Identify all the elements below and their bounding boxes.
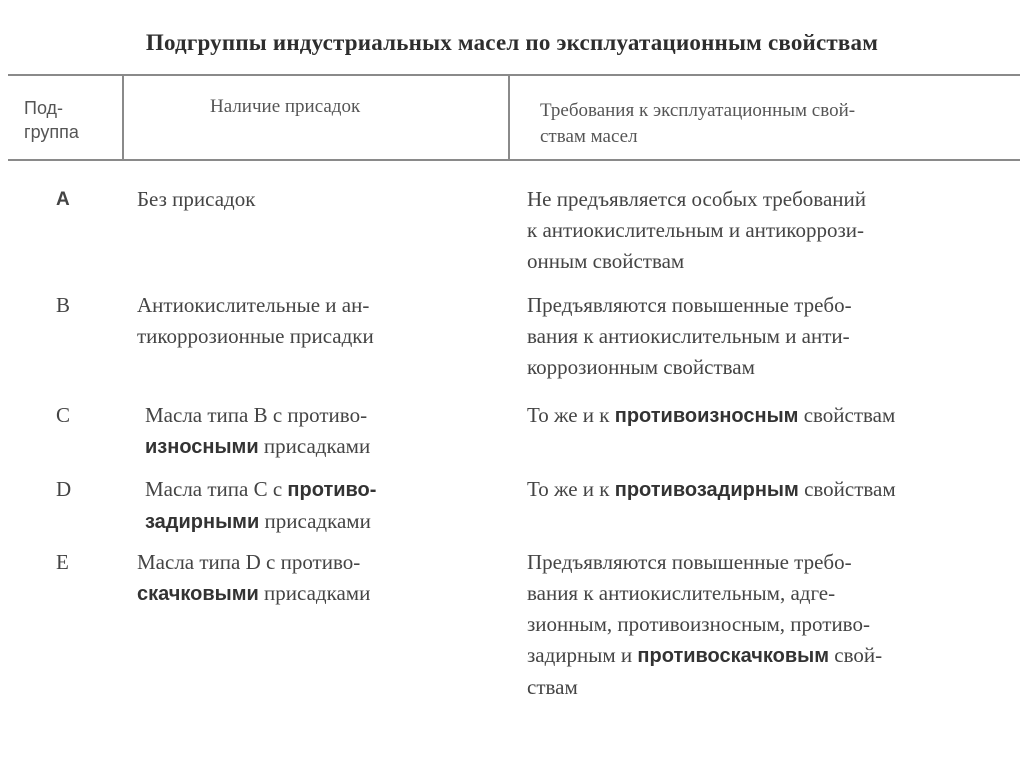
row-5-additives-post: присадками [258,581,371,605]
header-requirements-line-1: Требования к эксплуатационным свой- [540,100,856,121]
row-2-req-line-2: вания к антиокислительным и анти- [527,324,850,348]
row-4-req-pre: То же и к [527,477,615,501]
row-2-requirements [527,290,1022,383]
row-3-requirements [527,400,1022,432]
row-4-req-post: свойствам [798,477,896,501]
header-subgroup-line-2: группа [24,122,79,142]
row-5-additives [137,547,497,610]
row-1-req-line-1: Не предъявляется особых требований [527,187,866,211]
row-3-req-pre: То же и к [527,403,615,427]
row-1-additives [137,184,497,215]
row-3-subgroup: С [56,403,71,427]
row-4-requirements [527,474,1022,506]
row-3-req-bold: противоизносным [614,405,799,427]
row-5-req-line-4-pre: задирным и [527,643,638,667]
row-4-req-bold: противозадирным [614,479,799,501]
row-4-additives-pre: Масла типа С с [145,477,288,501]
header-divider-1 [122,76,124,159]
table-top-rule [8,74,1020,76]
row-2-req-line-1: Предъявляются повышенные требо- [527,293,852,317]
row-4-additives-bold-2: задирными [145,511,260,533]
row-1-subgroup: А [56,189,70,210]
row-5-subgroup: Е [56,550,69,574]
header-requirements-line-2: ствам масел [540,126,638,147]
row-1-req-line-3: онным свойствам [527,249,685,273]
row-2-subgroup: В [56,293,71,317]
header-additives: Наличие присадок [210,96,361,117]
row-2-additives [137,290,497,352]
row-5-req-line-3: зионным, противоизносным, противо- [527,612,870,636]
row-4-additives [145,474,505,538]
row-4-additives-line-2 [145,506,505,538]
row-4-additives-bold-1: противо- [287,479,377,501]
row-3-req-line-1 [527,400,1022,432]
header-subgroup [24,96,119,144]
table-header-rule [8,159,1020,161]
row-3-additives-bold: износными [145,436,259,458]
row-5-additives-line-2 [137,578,497,610]
header-subgroup-line-1: Под- [24,98,64,118]
row-5-additives-bold: скачковыми [137,583,259,605]
row-1-req-line-2: к антиокислительным и антикоррози- [527,218,864,242]
row-2-additives-line-2: тикоррозионные присадки [137,324,374,348]
row-5-req-line-5: ствам [527,675,578,699]
row-5-req-line-4-bold: противоскачковым [637,645,830,667]
row-4-additives-post: присадками [259,509,371,533]
header-divider-2 [508,76,510,159]
row-1-additives-line-1: Без присадок [137,187,256,211]
row-3-additives-line-1: Масла типа В с противо- [145,403,368,427]
row-3-additives-post: присадками [258,434,371,458]
row-5-additives-line-1: Масла типа D с противо- [137,550,361,574]
row-4-req-line-1 [527,474,1022,506]
row-5-req-line-1: Предъявляются повышенные требо- [527,550,852,574]
row-2-req-line-3: коррозионным свойствам [527,355,755,379]
header-requirements [540,98,1000,150]
row-5-requirements [527,547,1022,703]
row-2-additives-line-1: Антиокислительные и ан- [137,293,370,317]
row-5-req-line-4 [527,640,1022,672]
row-1-requirements [527,184,1022,277]
row-3-additives-line-2 [145,431,505,463]
row-5-req-line-4-post: свой- [829,643,883,667]
table-title: Подгруппы индустриальных масел по эксплуатационным свойствам [145,30,879,55]
row-4-additives-line-1 [145,474,505,506]
row-5-req-line-2: вания к антиокислительным, адге- [527,581,836,605]
row-3-req-post: свойствам [798,403,896,427]
row-3-additives [145,400,505,463]
row-4-subgroup: D [56,477,72,501]
